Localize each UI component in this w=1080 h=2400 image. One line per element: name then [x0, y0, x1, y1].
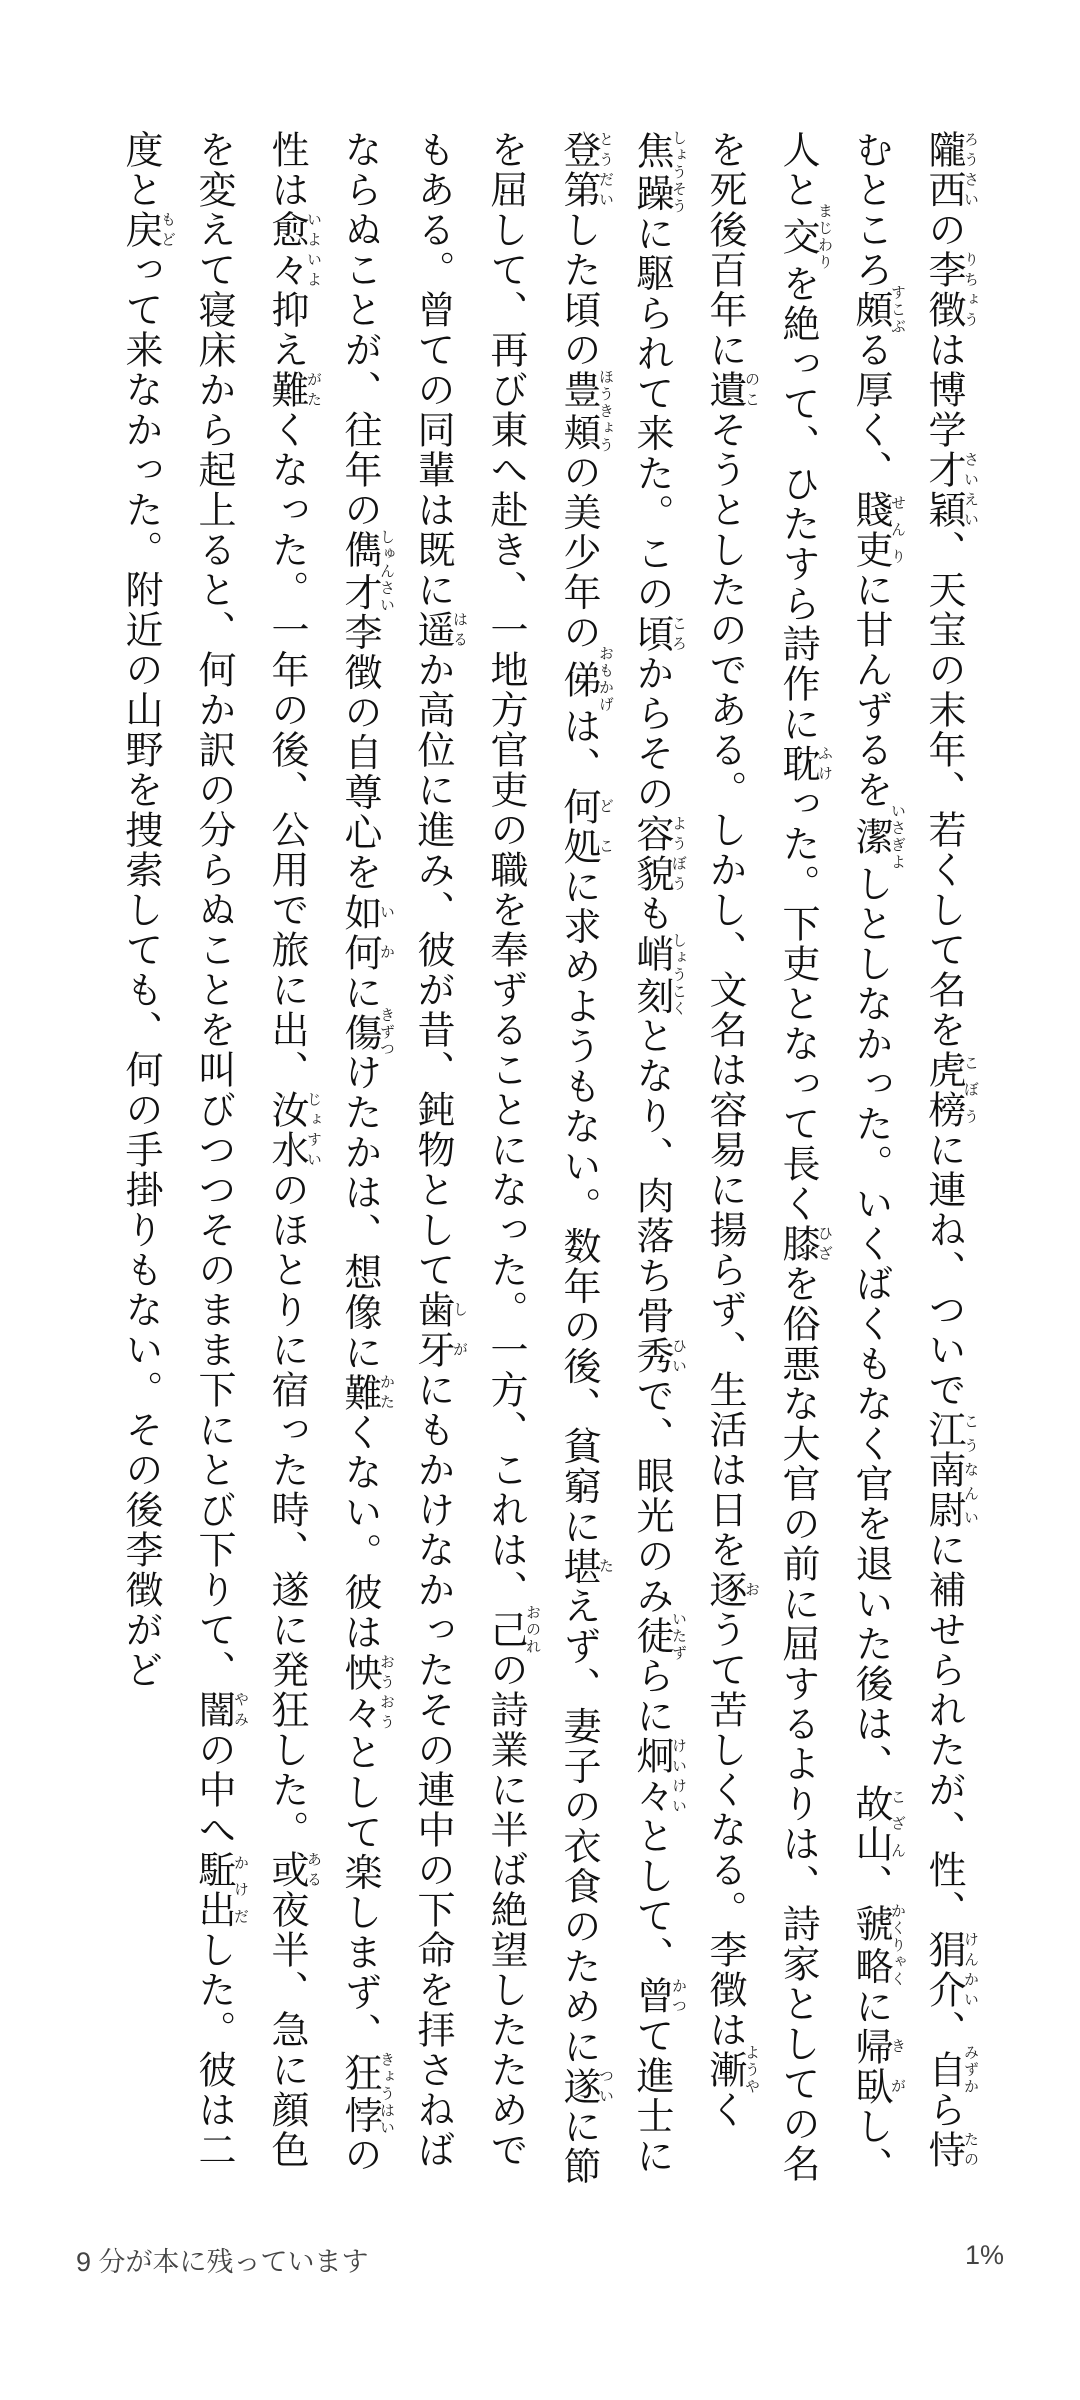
- furigana-reading: やみ: [232, 1690, 250, 1730]
- furigana-word: 如何いか: [338, 892, 396, 973]
- furigana-word: 愈々いよいよ: [265, 210, 323, 290]
- furigana-reading: きずつ: [378, 1007, 396, 1058]
- furigana-word: 傷きずつ: [338, 1007, 396, 1058]
- furigana-word: 難かた: [338, 1372, 396, 1413]
- furigana-word: 賤吏せんり: [849, 490, 907, 570]
- furigana-reading: いか: [378, 892, 396, 973]
- furigana-reading: ようや: [743, 2044, 761, 2096]
- book-text: 隴西ろうさいの李徴りちょうは博学才穎さいえい、天宝の末年、若くして名を虎榜こぼうに連ね、ついで江南尉こうなんいに補せられたが、性、狷介けんかい、自みずから恃たのむところ頗すこぶる厚く、賤吏せんりに甘んずるを潔いさぎよしとしなかった。いくばくもなく官を退いた後は、故山こざん、虢略かくりゃくに帰臥きがし、人と交まじわりを絶って、ひたすら詩作に耽ふけった。下吏となって長く膝ひざを俗悪な大官の前に屈するよりは、詩家としての名を死後百年に遺のこそうとしたのである。しかし、文名は容易に揚らず、生活は日を逐おうて苦しくなる。李徴は漸ようやく焦躁しょうそうに駆られて来た。この頃ころからその容貌ようぼうも峭刻しょうこくとなり、肉落ち骨秀ひいで、眼光のみ徒いたずらに炯々けいけいとして、曾かつて進士に登第とうだいした頃の豊頬ほうきょうの美少年の俤おもかげは、何処どこに求めようもない。数年の後、貧窮に堪たえず、妻子の衣食のために遂ついに節を屈して、再び東へ赴き、一地方官吏の職を奉ずることになった。一方、これは、己おのれの詩業に半ば絶望したためでもある。曾ての同輩は既に遥はるか高位に進み、彼が昔、鈍物として歯牙しがにもかけなかったその連中の下命を拝さねばならぬことが、往年の儁才しゅんさい李徴の自尊心を如何いかに傷きずつけたかは、想像に難かたくない。彼は怏々おうおうとして楽しまず、狂悖きょうはいの性は愈々いよいよ抑え難がたくなった。一年の後、公用で旅に出、汝水じょすいのほとりに宿った時、遂に発狂した。或ある夜半、急に顔色を変えて寝床から起上ると、何か訳の分らぬことを叫びつつそのまま下にとび下りて、闇やみの中へ駈出かけだした。彼は二度と戻もどって来なかった。附近の山野を捜索しても、何の手掛りもない。その後李徴がど: [119, 130, 980, 2187]
- furigana-word: 遺のこ: [703, 370, 761, 410]
- furigana-reading: とうだい: [597, 130, 615, 210]
- furigana-reading: こざん: [889, 1784, 907, 1864]
- furigana-word: 帰臥きが: [849, 2026, 907, 2107]
- furigana-reading: しょうそう: [670, 130, 688, 215]
- furigana-reading: すこぶ: [889, 284, 907, 336]
- furigana-word: 容貌ようぼう: [630, 813, 688, 894]
- furigana-word: 難がた: [265, 370, 323, 410]
- furigana-word: 逐お: [703, 1570, 761, 1610]
- furigana-word: 才穎さいえい: [922, 450, 980, 530]
- furigana-reading: おのれ: [524, 1604, 542, 1656]
- furigana-reading: けいけい: [670, 1736, 688, 1817]
- furigana-word: 何処どこ: [557, 786, 615, 867]
- furigana-word: 虢略かくりゃく: [849, 1902, 907, 1988]
- furigana-word: 狷介けんかい: [922, 1930, 980, 2010]
- time-left-label: 9 分が本に残っています: [76, 2247, 369, 2277]
- furigana-reading: はる: [451, 610, 469, 650]
- furigana-reading: みずか: [962, 2044, 980, 2096]
- furigana-word: 駈出かけだ: [192, 1850, 250, 1930]
- furigana-reading: ろうさい: [962, 130, 980, 210]
- furigana-word: 儁才しゅんさい: [338, 528, 396, 614]
- furigana-reading: りちょう: [962, 250, 980, 330]
- furigana-reading: まじわり: [816, 203, 834, 271]
- furigana-word: 曾かつ: [630, 1976, 688, 2017]
- furigana-word: 怏々おうおう: [338, 1652, 396, 1733]
- furigana-reading: どこ: [597, 786, 615, 867]
- furigana-word: 或ある: [265, 1850, 323, 1890]
- furigana-reading: せんり: [889, 490, 907, 570]
- furigana-word: 故山こざん: [849, 1784, 907, 1864]
- furigana-reading: きが: [889, 2026, 907, 2107]
- furigana-word: 自みずか: [922, 2044, 980, 2096]
- furigana-reading: しゅんさい: [378, 528, 396, 614]
- furigana-reading: しが: [451, 1290, 469, 1370]
- furigana-word: 歯牙しが: [411, 1290, 469, 1370]
- furigana-reading: つい: [597, 2066, 615, 2107]
- furigana-reading: ある: [305, 1850, 323, 1890]
- furigana-reading: お: [743, 1570, 761, 1610]
- furigana-word: 焦躁しょうそう: [630, 130, 688, 215]
- furigana-reading: かた: [378, 1372, 396, 1413]
- furigana-word: 交まじわり: [776, 203, 834, 271]
- furigana-word: 頃ころ: [630, 613, 688, 654]
- furigana-word: 俤おもかげ: [557, 645, 615, 714]
- furigana-word: 闇やみ: [192, 1690, 250, 1730]
- furigana-word: 戻もど: [119, 210, 177, 250]
- progress-percent: 1%: [964, 2240, 1004, 2270]
- furigana-word: 登第とうだい: [557, 130, 615, 210]
- furigana-reading: しょうこく: [670, 932, 688, 1018]
- furigana-reading: いたず: [670, 1610, 688, 1662]
- furigana-reading: もど: [159, 210, 177, 250]
- furigana-word: 李徴りちょう: [922, 250, 980, 330]
- furigana-word: 膝ひざ: [776, 1224, 834, 1264]
- furigana-reading: ようぼう: [670, 813, 688, 894]
- furigana-reading: きょうはい: [378, 2051, 396, 2137]
- furigana-word: 徒いたず: [630, 1610, 688, 1662]
- furigana-reading: ふけ: [816, 744, 834, 784]
- furigana-reading: さいえい: [962, 450, 980, 530]
- furigana-word: 狂悖きょうはい: [338, 2051, 396, 2137]
- reading-footer: [0, 2232, 1080, 2292]
- furigana-word: 恃たの: [922, 2130, 980, 2170]
- furigana-reading: いよいよ: [305, 210, 323, 290]
- furigana-reading: じょすい: [305, 1090, 323, 1170]
- furigana-reading: かけだ: [232, 1850, 250, 1930]
- furigana-word: 遥はる: [411, 610, 469, 650]
- furigana-word: 秀ひい: [630, 1336, 688, 1377]
- furigana-reading: かくりゃく: [889, 1902, 907, 1988]
- furigana-word: 豊頬ほうきょう: [557, 368, 615, 454]
- furigana-word: 頗すこぶ: [849, 284, 907, 336]
- furigana-reading: おもかげ: [597, 645, 615, 714]
- furigana-word: 漸ようや: [703, 2044, 761, 2096]
- furigana-reading: いさぎよ: [889, 803, 907, 871]
- furigana-word: 隴西ろうさい: [922, 130, 980, 210]
- furigana-word: 炯々けいけい: [630, 1736, 688, 1817]
- furigana-word: 遂つい: [557, 2066, 615, 2107]
- furigana-reading: ひざ: [816, 1224, 834, 1264]
- furigana-word: 峭刻しょうこく: [630, 932, 688, 1018]
- furigana-reading: こぼう: [962, 1050, 980, 1130]
- furigana-reading: ひい: [670, 1336, 688, 1377]
- furigana-reading: がた: [305, 370, 323, 410]
- furigana-word: 虎榜こぼう: [922, 1050, 980, 1130]
- furigana-reading: のこ: [743, 370, 761, 410]
- furigana-word: 江南尉こうなんい: [922, 1410, 980, 1530]
- furigana-word: 汝水じょすい: [265, 1090, 323, 1170]
- furigana-reading: ほうきょう: [597, 368, 615, 454]
- furigana-reading: こうなんい: [962, 1410, 980, 1530]
- furigana-word: 己おのれ: [484, 1604, 542, 1656]
- furigana-reading: たの: [962, 2130, 980, 2170]
- furigana-reading: た: [597, 1546, 615, 1587]
- furigana-reading: ころ: [670, 613, 688, 654]
- furigana-word: 堪た: [557, 1546, 615, 1587]
- furigana-word: 耽ふけ: [776, 744, 834, 784]
- furigana-word: 潔いさぎよ: [849, 803, 907, 871]
- furigana-reading: かつ: [670, 1976, 688, 2017]
- furigana-reading: けんかい: [962, 1930, 980, 2010]
- furigana-reading: おうおう: [378, 1652, 396, 1733]
